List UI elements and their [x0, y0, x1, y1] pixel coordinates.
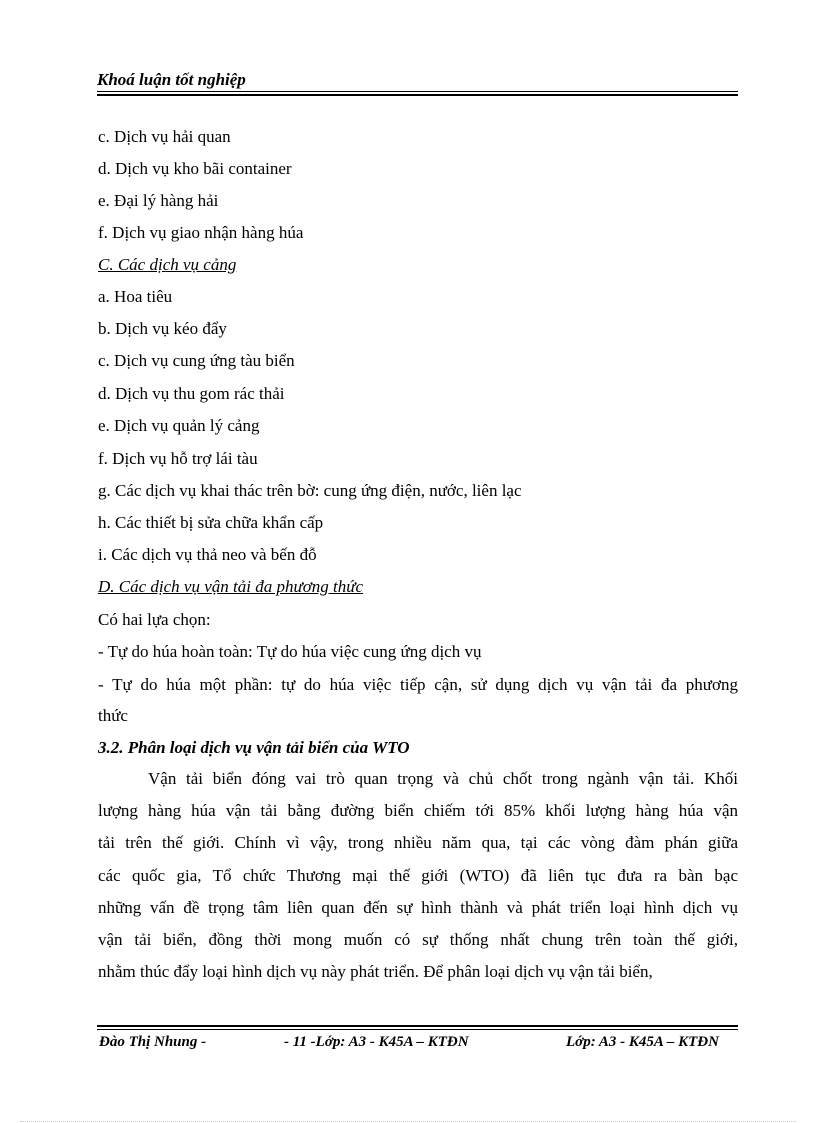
section-heading-3-2: 3.2. Phân loại dịch vụ vận tải biển của WTO	[98, 738, 410, 757]
list-item: d. Dịch vụ thu gom rác thải	[98, 384, 285, 403]
footer-class-info: Lớp: A3 - K45A – KTĐN	[566, 1034, 719, 1050]
list-item: h. Các thiết bị sửa chữa khẩn cấp	[98, 513, 324, 532]
choice-item: - Tự do húa một phần: tự do húa việc tiếp cận, sử dụng dịch vụ vận tải đa phương	[98, 675, 738, 694]
footer-rule-thin	[97, 1029, 738, 1030]
paragraph-line: vận tải biển, đồng thời mong muốn có sự thống nhất chung trên toàn thế giới,	[98, 929, 738, 949]
choice-item-continuation: thức	[98, 706, 128, 725]
list-item: e. Dịch vụ quản lý cảng	[98, 416, 260, 435]
header-rule-thin	[97, 91, 738, 92]
list-item: d. Dịch vụ kho bãi container	[98, 159, 292, 178]
header-rule-thick	[97, 94, 738, 96]
body-paragraph	[98, 768, 738, 993]
choice-item: - Tự do húa hoàn toàn: Tự do húa việc cung ứng dịch vụ	[98, 642, 482, 661]
section-heading-d: D. Các dịch vụ vận tải đa phương thức	[98, 577, 364, 596]
choices-intro: Có hai lựa chọn:	[98, 610, 211, 629]
list-item: g. Các dịch vụ khai thác trên bờ: cung ứng điện, nước, liên lạc	[98, 481, 522, 500]
paragraph-line: nhằm thúc đẩy loại hình dịch vụ này phát triển. Để phân loại dịch vụ vận tải biển,	[98, 962, 653, 982]
footer-page-info: - 11 -Lớp: A3 - K45A – KTĐN	[284, 1034, 469, 1050]
list-item: e. Đại lý hàng hải	[98, 191, 219, 210]
list-item: c. Dịch vụ hải quan	[98, 127, 231, 146]
paragraph-line: những vấn đề trọng tâm liên quan đến sự hình thành và phát triển loại hình dịch vụ	[98, 897, 738, 917]
paragraph-line: tải trên thế giới. Chính vì vậy, trong nhiều năm qua, tại các vòng đàm phán giữa	[98, 833, 738, 853]
footer-author: Đào Thị Nhung -	[99, 1034, 207, 1050]
paragraph-line: Vận tải biển đóng vai trò quan trọng và chủ chốt trong ngành vận tải. Khối	[148, 769, 738, 788]
footer-rule-thick	[97, 1025, 738, 1027]
list-item: c. Dịch vụ cung ứng tàu biển	[98, 351, 295, 370]
paragraph-line: lượng hàng húa vận tải bằng đường biển chiếm tới 85% khối lượng hàng húa vận	[98, 801, 738, 821]
list-item: f. Dịch vụ giao nhận hàng húa	[98, 223, 304, 242]
list-item: f. Dịch vụ hỗ trợ lái tàu	[98, 449, 258, 468]
section-heading-c: C. Các dịch vụ cảng	[98, 255, 237, 274]
list-item: i. Các dịch vụ thả neo và bến đỗ	[98, 545, 317, 564]
header-title: Khoá luận tốt nghiệp	[97, 70, 246, 89]
list-item: b. Dịch vụ kéo đẩy	[98, 319, 227, 338]
paragraph-line: các quốc gia, Tổ chức Thương mại thế giới (WTO) đã liên tục đưa ra bàn bạc	[98, 865, 738, 885]
list-item: a. Hoa tiêu	[98, 287, 173, 306]
page-bottom-divider	[20, 1121, 796, 1122]
